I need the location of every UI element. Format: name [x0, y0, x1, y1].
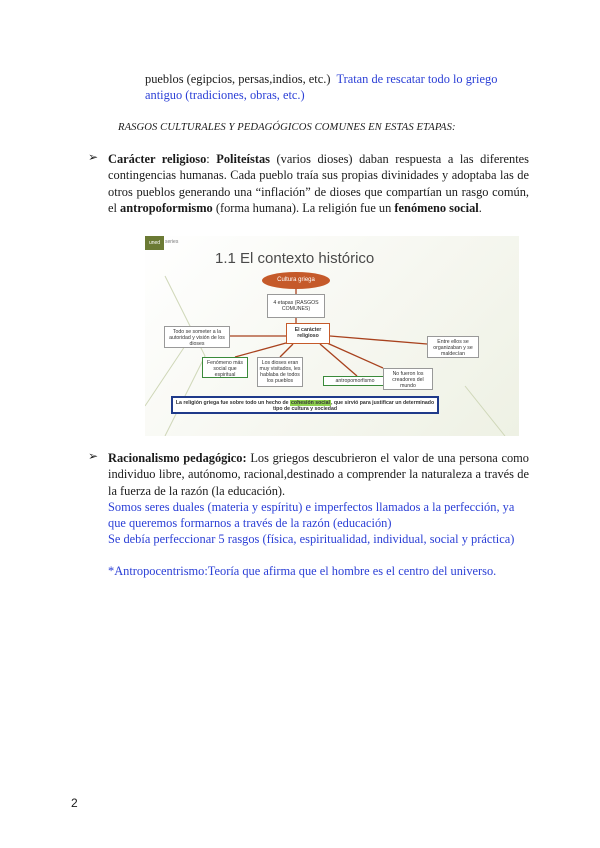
node-not-creators: No fueron los creadores del mundo [383, 368, 433, 390]
term-religious-character: Carácter religioso [108, 152, 207, 166]
term-pedagogical-rationalism: Racionalismo pedagógico: [108, 451, 247, 465]
node-gods-visited: Los dioses eran muy visitados, les hablaba de todos los pueblos [257, 357, 303, 387]
term-anthropoformism: antropoformismo [120, 200, 213, 215]
bullet-marker: ➢ [88, 150, 99, 164]
anthropocentrism-note: *Antropocentrismo:Teoría que afirma que el hombre es el centro del universo. [108, 564, 497, 578]
period: . [478, 200, 482, 215]
term-social-phenomenon: fenómeno social [394, 200, 479, 215]
rationalism-paragraph [108, 450, 529, 499]
five-traits-note: Se debía perfeccionar 5 rasgos (física, espiritualidad, individual, social y práctica) [108, 532, 515, 546]
social-cohesion-banner [171, 396, 439, 414]
section-heading: RASGOS CULTURALES Y PEDAGÓGICOS COMUNES EN ESTAS ETAPAS: [118, 122, 456, 133]
rationalism-text: Los griegos descubrieron el valor de una persona como individuo libre, autónomo, racional,destinado a comprender la naturaleza a través de la fuerza de la razón (la educación). [108, 451, 530, 498]
node-authority: Todo se someter a la autoridad y visión de los dioses [164, 326, 230, 348]
logo-subtitle: series [165, 239, 179, 245]
religious-character-node: El carácter religioso [286, 323, 330, 344]
banner-highlight: cohesión social [291, 400, 330, 406]
intro-paragraph [145, 71, 529, 104]
intro-text: pueblos (egipcios, persas,indios, etc.) [145, 72, 331, 86]
bullet-marker-2: ➢ [88, 449, 99, 463]
slide-title: 1.1 El contexto histórico [215, 250, 375, 267]
religious-text-1: (varios dioses) daban respuesta a las diferentes contingencias humanas. Cada pueblo traía sus propias divinidades y adoptaba las de otros pueblos generando una “inflación” de dioses que compartían un rasgo común, el [108, 152, 529, 215]
greek-culture-node: Cultura griega [262, 272, 330, 289]
intro-blue-note: Tratan de rescatar todo lo griego antiguo (tradiciones, obras, etc.) [145, 72, 498, 103]
page-number: 2 [71, 796, 78, 810]
banner-text-b: , que sirvió para justificar un determinado tipo de cultura y sociedad [273, 400, 435, 412]
separator: : [206, 152, 217, 166]
dual-beings-note: Somos seres duales (materia y espíritu) e imperfectos llamados a la perfección, ya que queremos formarnos a través de la razón (educación) [108, 500, 515, 531]
node-organized: Entre ellos se organizaban y se maldecían [427, 336, 479, 358]
banner-text-a: La religión griega fue sobre todo un hecho de [175, 400, 289, 406]
stages-node: 4 etapas (RASGOS COMUNES) [267, 294, 325, 318]
religious-text-2: (forma humana). La religión fue un [212, 200, 395, 215]
religious-paragraph [108, 151, 529, 216]
node-social-phenomenon: Fenómeno más social que espiritual [202, 357, 248, 378]
node-anthropomorphism: antropomorfismo [323, 376, 387, 386]
slide-figure [145, 236, 519, 436]
uned-logo: uned [145, 236, 164, 250]
term-polytheists: Politeístas [216, 152, 270, 166]
